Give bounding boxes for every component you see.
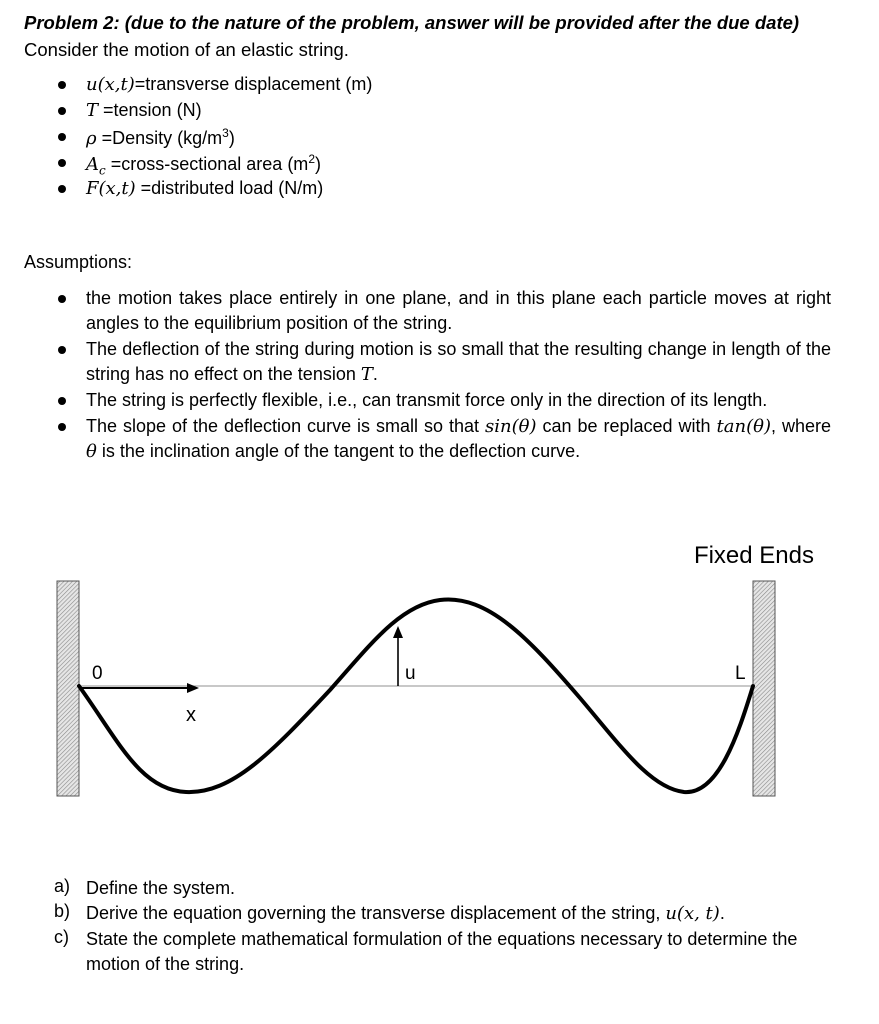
assumption-text: is the inclination angle of the tangent to the deflection curve. [96,441,581,461]
definition-text: =tension (N) [98,100,202,120]
assumption-math: tan(θ) [716,416,771,437]
question-math: u(x, t) [665,903,720,924]
assumption-item: the motion takes place entirely in one plane, and in this plane each particle moves at right angles to the equilibrium position of the string. [86,288,831,333]
problem-intro: Consider the motion of an elastic string. [24,39,349,60]
definition-subscript: c [99,163,106,178]
assumption-text: , where [770,416,831,436]
definition-symbol: T [86,100,99,121]
definition-text: =cross-sectional area (m [105,154,309,174]
definition-closing: ) [228,128,235,148]
question-text [86,901,831,926]
assumption-text: The slope of the deflection curve is small so that [86,416,486,436]
problem-title: Problem 2: (due to the nature of the problem, answer will be provided after the due date) [24,12,800,33]
assumption-text: can be replaced with [536,416,717,436]
u-arrowhead-icon [393,626,403,638]
question-text: Define the system. [86,878,236,898]
question-text-part: Derive the equation governing the transverse displacement of the string, [86,903,666,923]
question-label: b) [54,901,71,921]
u-label: u [405,663,416,684]
assumption-text: . [372,364,378,384]
deflection-curve [79,599,753,792]
definition-symbol: F(x,t) [86,178,136,199]
definition-symbol: A [86,154,99,175]
definition-superscript: 2 [308,152,315,166]
origin-label: 0 [92,663,103,684]
assumption-text: The deflection of the string during motion is so small that the resulting change in length of the string has no effect on the tension [86,339,831,384]
definition-text: =distributed load (N/m) [135,178,324,198]
x-arrowhead-icon [187,683,199,693]
question-text-part: . [719,903,725,923]
right-fixed-wall [753,581,775,796]
definition-text: =Density (kg/m [96,128,223,148]
assumption-math: θ [86,441,97,462]
fixed-ends-caption: Fixed Ends [693,542,814,569]
definition-text: =transverse displacement (m) [134,74,373,94]
assumption-math: sin(θ) [485,416,537,437]
x-label: x [186,704,196,726]
question-text: State the complete mathematical formulation of the equations necessary to determine the motion of the string. [86,929,798,974]
assumption-math: T [360,364,373,385]
left-fixed-wall [57,581,79,796]
definition-symbol: u(x,t) [86,74,135,95]
definition-symbol: ρ [86,128,97,149]
question-label: c) [54,927,69,947]
definition-closing: ) [315,154,321,174]
assumptions-heading: Assumptions: [24,252,133,272]
definition-superscript: 3 [222,126,229,140]
end-label: L [735,663,746,684]
assumption-item: The string is perfectly flexible, i.e., can transmit force only in the direction of its length. [86,390,768,410]
question-label: a) [54,876,71,896]
